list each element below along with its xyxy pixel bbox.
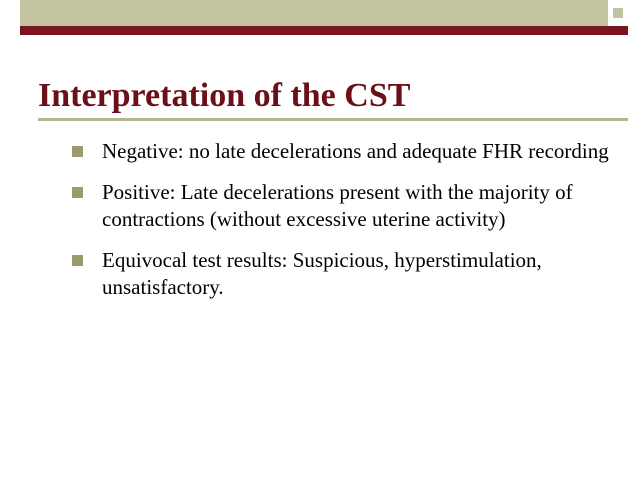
bullet-item: [72, 247, 612, 301]
bullet-item: [72, 179, 612, 233]
bullet-text: Positive: Late decelerations present with the majority of contractions (without excessive uterine activity): [102, 180, 573, 231]
header-band-square-icon: [608, 0, 628, 26]
slide-title: Interpretation of the CST: [38, 77, 411, 114]
bullet-item: [72, 138, 612, 165]
title-divider: [38, 118, 628, 121]
square-bullet-icon: [72, 146, 83, 157]
header-band: [20, 0, 628, 37]
square-bullet-icon: [72, 255, 83, 266]
square-bullet-icon: [72, 187, 83, 198]
bullet-text: Negative: no late decelerations and adequate FHR recording: [102, 139, 609, 163]
bullet-text: Equivocal test results: Suspicious, hyperstimulation, unsatisfactory.: [102, 248, 542, 299]
header-band-maroon: [20, 26, 628, 35]
bullet-list: [72, 138, 612, 315]
header-band-olive: [20, 0, 608, 26]
